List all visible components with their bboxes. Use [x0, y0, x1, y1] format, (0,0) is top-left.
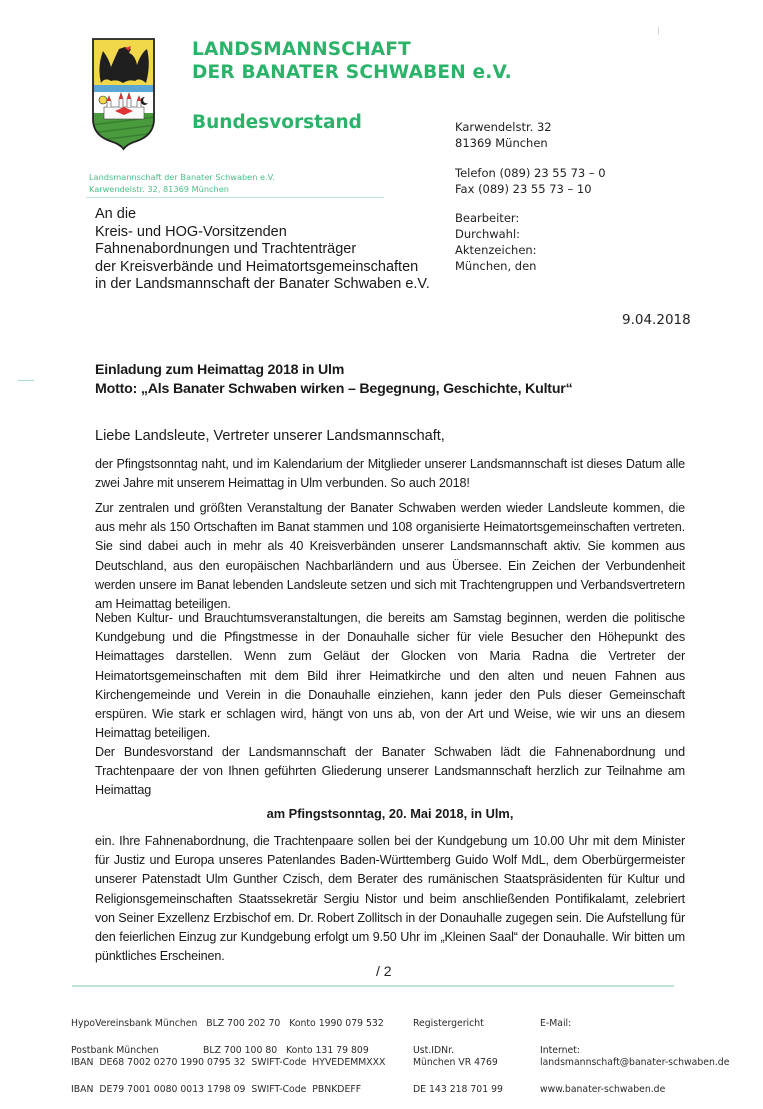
bank1-line1: HypoVereinsbank München BLZ 700 202 70 Konto 1990 079 532	[71, 1018, 384, 1029]
sender-address	[455, 119, 552, 151]
website-link[interactable]: www.banater-schwaben.de	[540, 1084, 666, 1095]
body-paragraph-3: Neben Kultur- und Brauchtumsveranstaltungen, die bereits am Samstag beginnen, werden die politische Kundgebung und die Pfingstmesse in der Donauhalle sicher für viele Besucher den Höhepunkt des Heimattages darstellen. Wenn zum Geläut der Glocken von Maria Radna die Vertreter der Heimatortsgemeinschaften mit dem Bild ihrer Heimatkirche und den alten und neuen Fahnen aus Kirchengemeinde und Verein in die Donauhalle einziehen, kann jeder den Puls dieser Gemeinschaft erspüren. Wie stark er schlagen wird, hängt von uns ab, von der Art und Weise, wie wir uns an diesem Heimattag beteiligen.	[95, 611, 685, 741]
sender-fax: Fax (089) 23 55 73 – 10	[455, 182, 592, 196]
return-address-line2: Karwendelstr. 32, 81369 München	[89, 184, 229, 194]
scan-artifact-mark	[658, 27, 659, 35]
organization-name-line1: LANDSMANNSCHAFT	[192, 39, 411, 60]
register-value: München VR 4769	[413, 1057, 498, 1068]
register-label: Registergericht	[413, 1018, 484, 1029]
recipient-line: der Kreisverbände und Heimatortsgemeinschaften	[95, 258, 419, 275]
recipient-line: in der Landsmannschaft der Banater Schwaben e.V.	[95, 276, 430, 292]
bank2-line2: IBAN DE79 7001 0080 0013 1798 09 SWIFT-Code PBNKDEFF	[71, 1084, 362, 1095]
bearbeiter-label: Bearbeiter:	[455, 211, 520, 225]
body-paragraph-1: der Pfingstsonntag naht, und im Kalendarium der Mitglieder unserer Landsmannschaft ist dieses Datum alle zwei Jahre mit unserem Heimattag in Ulm verbunden. So auch 2018!	[95, 457, 685, 491]
sender-contact	[455, 165, 606, 197]
department-name: Bundesvorstand	[192, 112, 362, 133]
reference-fields	[455, 210, 537, 274]
salutation: Liebe Landsleute, Vertreter unserer Landsmannschaft,	[95, 428, 445, 444]
return-address-line1: Landsmannschaft der Banater Schwaben e.V.	[89, 172, 275, 182]
bank2-line1: Postbank München BLZ 700 100 80 Konto 131 79 809	[71, 1045, 369, 1056]
sender-city: 81369 München	[455, 136, 548, 150]
event-date-highlight: am Pfingstsonntag, 20. Mai 2018, in Ulm,	[266, 806, 514, 821]
return-address-divider	[86, 197, 384, 198]
email-link[interactable]: landsmannschaft@banater-schwaben.de	[540, 1057, 730, 1068]
place-date-label: München, den	[455, 259, 537, 273]
body-paragraph-4: Der Bundesvorstand der Landsmannschaft der Banater Schwaben lädt die Fahnenabordnung und Trachtenpaare der von Ihnen geführten Gliederung unserer Landsmannschaft herzlich zur Teilnahme am Heimattag	[95, 745, 685, 798]
recipient-line: Kreis- und HOG-Vorsitzenden	[95, 223, 287, 240]
email-label: E-Mail:	[540, 1018, 572, 1029]
banat-coat-of-arms-icon	[91, 37, 156, 151]
footer-website	[540, 1018, 665, 1109]
bank1-line2: IBAN DE68 7002 0270 1990 0795 32 SWIFT-Code HYVEDEMMXXX	[71, 1057, 386, 1068]
sender-street: Karwendelstr. 32	[455, 120, 552, 134]
vat-value: DE 143 218 701 99	[413, 1084, 503, 1095]
durchwahl-label: Durchwahl:	[455, 227, 521, 241]
organization-name	[192, 38, 512, 84]
recipient-line: An die	[95, 206, 137, 222]
fold-mark	[18, 380, 34, 381]
footer-divider	[72, 985, 674, 987]
body-paragraph-5: ein. Ihre Fahnenabordnung, die Trachtenpaare sollen bei der Kundgebung um 10.00 Uhr mit dem Minister für Justiz und Europa unseres Patenlandes Baden-Württemberg Guido Wolf MdL, dem Oberbürgermeister unserer Patenstadt Ulm Gunther Czisch, dem Berater des rumänischen Staatspräsidenten für Kultur und Religionsgemeinschaften Staatssekretär Sergiu Nistor und beim anschließenden Pontifikalamt, zelebriert von Seiner Exzellenz Erzbischof em. Dr. Robert Zollitsch in der Donauhalle zugegen sein. Die Aufstellung für den feierlichen Einzug zur Kundgebung erfolgt um 9.50 Uhr im „Kleinen Saal“ der Donauhalle. Wir bitten um pünktliches Erscheinen.	[95, 834, 685, 964]
subject-motto: Motto: „Als Banater Schwaben wirken – Begegnung, Geschichte, Kultur“	[95, 381, 573, 397]
vat-label: Ust.IDNr.	[413, 1045, 455, 1056]
recipient-address	[95, 206, 430, 294]
website-label: Internet:	[540, 1045, 581, 1056]
sender-phone: Telefon (089) 23 55 73 – 0	[455, 166, 606, 180]
footer-bank-postbank	[71, 1018, 369, 1109]
organization-name-line2: DER BANATER SCHWABEN e.V.	[192, 62, 512, 83]
letter-date: 9.04.2018	[622, 312, 691, 328]
page-continuation: / 2	[376, 963, 392, 979]
subject	[95, 361, 573, 399]
subject-line1: Einladung zum Heimattag 2018 in Ulm	[95, 362, 345, 378]
body-paragraph-2: Zur zentralen und größten Veranstaltung der Banater Schwaben werden wieder Landsleute kommen, die aus mehr als 150 Ortschaften im Banat stammen und 108 organisierte Heimatortsgemeinschaften vertreten. Sie sind dabei auch in mehr als 40 Kreisverbänden unserer Landsmannschaft aktiv. Sie kommen aus Deutschland, aus den europäischen Nachbarländern und aus Übersee. Ein Zeichen der Verbundenheit werden unsere im Banat lebenden Landsleute setzen und sich mit Trachtengruppen und Verbandsvertretern am Heimattag beteiligen.	[95, 501, 685, 612]
aktenzeichen-label: Aktenzeichen:	[455, 243, 537, 257]
recipient-line: Fahnenabordnungen und Trachtenträger	[95, 241, 357, 257]
footer-vat	[413, 1018, 503, 1109]
return-address	[89, 171, 275, 195]
